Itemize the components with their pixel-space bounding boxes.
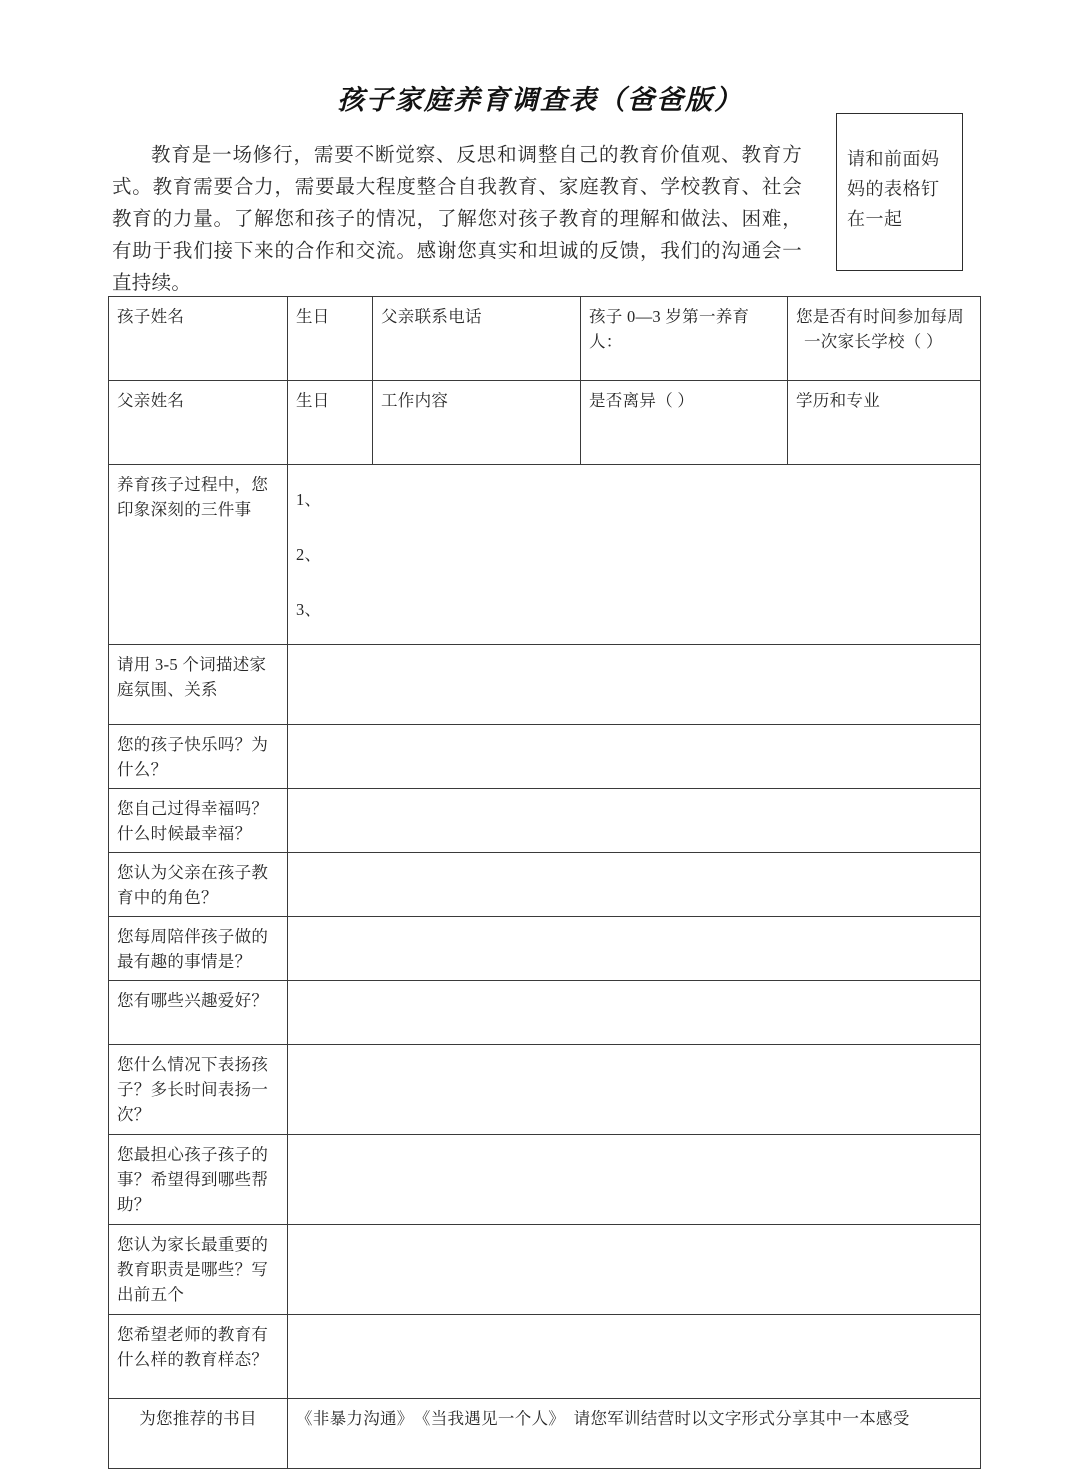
three-things-label-cell <box>109 465 288 645</box>
table-row <box>109 1045 981 1135</box>
cell-father-birthday[interactable] <box>288 381 373 465</box>
question-answer-cell-1[interactable] <box>288 725 981 789</box>
question-label-cell-6 <box>109 1045 288 1135</box>
work-content-label: 工作内容 <box>381 391 449 410</box>
parent-school-label-line1: 您是否有时间参加每周 <box>796 307 964 326</box>
three-things-item-3: 3、 <box>296 600 322 619</box>
cell-work-content[interactable] <box>373 381 581 465</box>
books-label-cell <box>109 1399 288 1469</box>
note-box-text: 请和前面妈妈的表格钉在一起 <box>847 149 940 229</box>
question-label-8: 您认为家长最重要的教育职责是哪些？写出前五个 <box>117 1235 269 1304</box>
page-title: 孩子家庭养育调查表（爸爸版） <box>337 85 743 115</box>
education-label: 学历和专业 <box>796 391 880 410</box>
question-answer-cell-7[interactable] <box>288 1135 981 1225</box>
cell-divorced[interactable] <box>581 381 788 465</box>
question-label-cell-7 <box>109 1135 288 1225</box>
cell-parent-school[interactable] <box>788 297 981 381</box>
books-value: 《非暴力沟通》 《当我遇见一个人》 请您军训结营时以文字形式分享其中一本感受 <box>296 1409 910 1428</box>
question-answer-cell-6[interactable] <box>288 1045 981 1135</box>
table-row-father-info <box>109 381 981 465</box>
primary-caregiver-label: 孩子 0—3 岁第一养育人： <box>589 307 750 351</box>
question-label-1: 您的孩子快乐吗？为什么？ <box>117 735 269 779</box>
question-label-6: 您什么情况下表扬孩子？多长时间表扬一次？ <box>117 1055 269 1124</box>
table-row <box>109 1315 981 1399</box>
father-birthday-label: 生日 <box>296 391 330 410</box>
cell-education[interactable] <box>788 381 981 465</box>
three-things-item-2: 2、 <box>296 545 322 564</box>
table-row <box>109 917 981 981</box>
table-row-three-things <box>109 465 981 645</box>
books-value-cell <box>288 1399 981 1469</box>
question-answer-cell-5[interactable] <box>288 981 981 1045</box>
table-row <box>109 789 981 853</box>
table-row-recommended-books <box>109 1399 981 1469</box>
question-answer-cell-2[interactable] <box>288 789 981 853</box>
question-label-cell-4 <box>109 917 288 981</box>
three-things-answer-cell[interactable] <box>288 465 981 645</box>
cell-child-name[interactable] <box>109 297 288 381</box>
three-things-label: 养育孩子过程中，您印象深刻的三件事 <box>117 475 269 519</box>
table-row-child-info <box>109 297 981 381</box>
table-row <box>109 1225 981 1315</box>
father-phone-label: 父亲联系电话 <box>381 307 482 326</box>
table-row <box>109 725 981 789</box>
question-label-2: 您自己过得幸福吗？什么时候最幸福？ <box>117 799 269 843</box>
question-answer-cell-3[interactable] <box>288 853 981 917</box>
cell-father-phone[interactable] <box>373 297 581 381</box>
child-name-label: 孩子姓名 <box>117 307 185 326</box>
question-label-cell-3 <box>109 853 288 917</box>
table-row <box>109 981 981 1045</box>
question-label-7: 您最担心孩子孩子的事？希望得到哪些帮助？ <box>117 1145 269 1214</box>
question-label-4: 您每周陪伴孩子做的最有趣的事情是？ <box>117 927 269 971</box>
cell-primary-caregiver[interactable] <box>581 297 788 381</box>
divorced-label: 是否离异（ ） <box>589 391 695 410</box>
books-label: 为您推荐的书目 <box>139 1409 257 1428</box>
question-label-cell-1 <box>109 725 288 789</box>
question-label-cell-9 <box>109 1315 288 1399</box>
question-label-cell-2 <box>109 789 288 853</box>
cell-child-birthday[interactable] <box>288 297 373 381</box>
cell-father-name[interactable] <box>109 381 288 465</box>
survey-form-table <box>108 296 981 1469</box>
intro-paragraph: 教育是一场修行，需要不断觉察、反思和调整自己的教育价值观、教育方式。教育需要合力，需要最大程度整合自我教育、家庭教育、学校教育、社会教育的力量。了解您和孩子的情况，了解您对孩子教育的理解和做法、困难，有助于我们接下来的合作和交流。感谢您真实和坦诚的反馈，我们的沟通会一直持续。 <box>112 145 802 294</box>
question-label-cell-8 <box>109 1225 288 1315</box>
question-label-cell-5 <box>109 981 288 1045</box>
table-row <box>109 645 981 725</box>
three-things-item-1: 1、 <box>296 490 322 509</box>
question-answer-cell-8[interactable] <box>288 1225 981 1315</box>
question-label-cell-0 <box>109 645 288 725</box>
question-label-0: 请用 3-5 个词描述家庭氛围、关系 <box>117 655 267 699</box>
question-answer-cell-9[interactable] <box>288 1315 981 1399</box>
child-birthday-label: 生日 <box>296 307 330 326</box>
father-name-label: 父亲姓名 <box>117 391 185 410</box>
question-label-9: 您希望老师的教育有什么样的教育样态？ <box>117 1325 269 1369</box>
parent-school-label-line2: 一次家长学校（ ） <box>804 332 943 351</box>
question-answer-cell-4[interactable] <box>288 917 981 981</box>
table-row <box>109 1135 981 1225</box>
question-label-5: 您有哪些兴趣爱好？ <box>117 991 269 1010</box>
note-box <box>836 113 963 271</box>
question-answer-cell-0[interactable] <box>288 645 981 725</box>
table-row <box>109 853 981 917</box>
question-label-3: 您认为父亲在孩子教育中的角色？ <box>117 863 269 907</box>
